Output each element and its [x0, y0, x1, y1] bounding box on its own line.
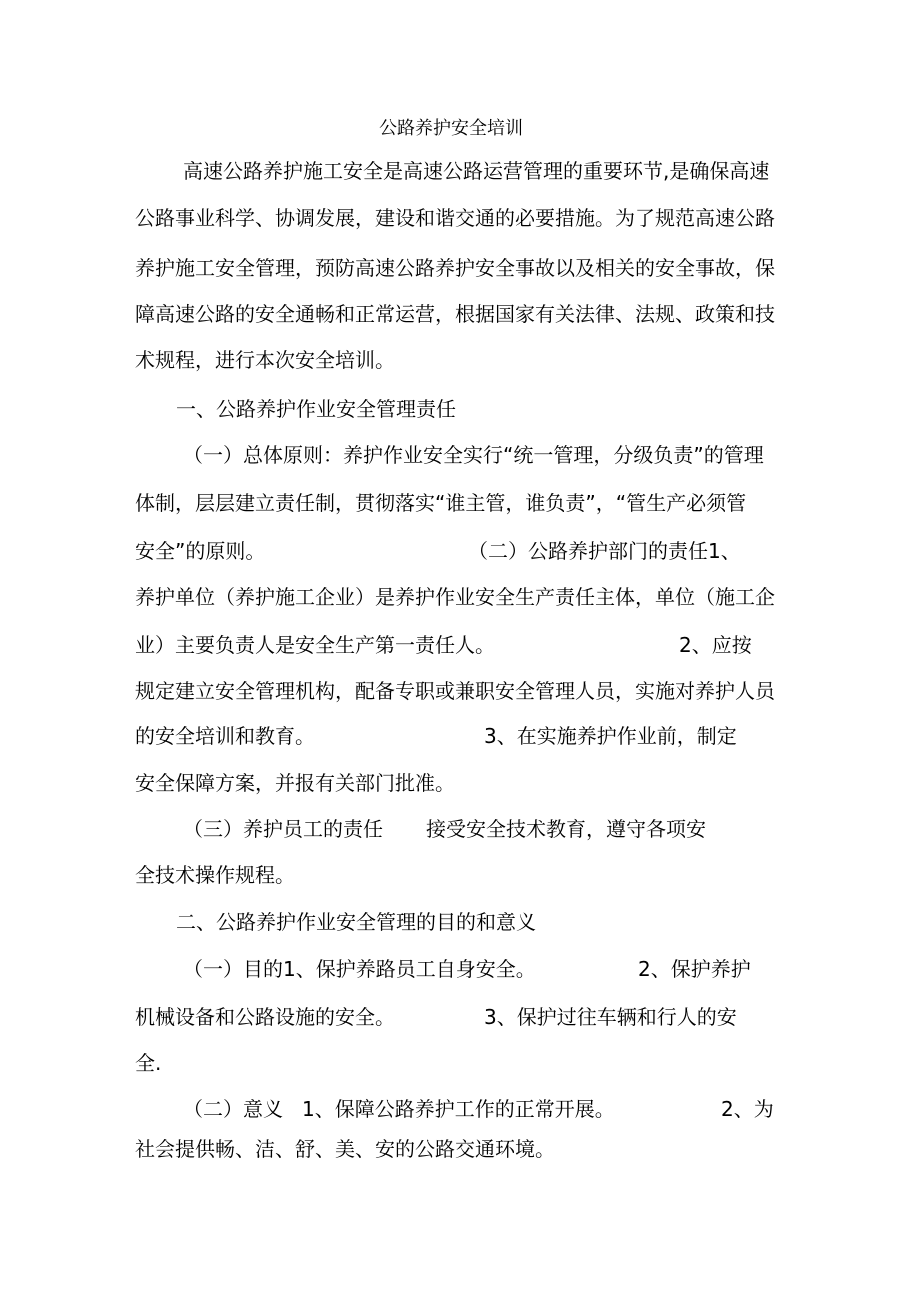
- paragraph-line: 体制，层层建立责任制，贯彻落实“谁主管，谁负责”，“管生产必须管: [135, 491, 747, 515]
- paragraph-line: （一）目的1、保护养路员工自身安全。: [183, 957, 536, 981]
- paragraph-line: 公路事业科学、协调发展，建设和谐交通的必要措施。为了规范高速公路: [135, 206, 775, 230]
- section-heading: 一、公路养护作业安全管理责任: [176, 397, 456, 421]
- paragraph-line: （二）意义: [183, 1097, 283, 1121]
- paragraph-line: 高速公路养护施工安全是高速公路运营管理的重要环节,是确保高速: [183, 159, 770, 183]
- paragraph-line: 2、应按: [679, 633, 752, 657]
- section-heading: 二、公路养护作业安全管理的目的和意义: [176, 910, 536, 934]
- paragraph-line: （三）养护员工的责任: [183, 817, 383, 841]
- paragraph-line: （一）总体原则：养护作业安全实行“统一管理，分级负责”的管理: [183, 443, 764, 467]
- paragraph-line: 全.: [135, 1051, 162, 1075]
- paragraph-line: 接受安全技术教育，遵守各项安: [426, 817, 706, 841]
- paragraph-line: 规定建立安全管理机构，配备专职或兼职安全管理人员，实施对养护人员: [135, 679, 775, 703]
- paragraph-line: 3、在实施养护作业前，制定: [484, 724, 737, 748]
- paragraph-line: 的安全培训和教育。: [135, 724, 315, 748]
- paragraph-line: 安全”的原则。: [135, 539, 266, 563]
- paragraph-line: 2、为: [721, 1097, 774, 1121]
- paragraph-line: 机械设备和公路设施的安全。: [135, 1005, 395, 1029]
- paragraph-line: 社会提供畅、洁、舒、美、安的公路交通环境。: [135, 1137, 555, 1161]
- paragraph-line: 全技术操作规程。: [135, 863, 295, 887]
- paragraph-line: （二）公路养护部门的责任1、: [468, 539, 741, 563]
- paragraph-line: 障高速公路的安全通畅和正常运营，根据国家有关法律、法规、政策和技: [135, 302, 775, 326]
- paragraph-line: 业）主要负责人是安全生产第一责任人。: [135, 633, 495, 657]
- document-title: 公路养护安全培训: [379, 118, 523, 139]
- paragraph-line: 3、保护过往车辆和行人的安: [484, 1005, 737, 1029]
- paragraph-line: 术规程，进行本次安全培训。: [135, 348, 395, 372]
- paragraph-line: 养护施工安全管理，预防高速公路养护安全事故以及相关的安全事故，保: [135, 256, 775, 280]
- paragraph-line: 养护单位（养护施工企业）是养护作业安全生产责任主体，单位（施工企: [135, 585, 775, 609]
- paragraph-line: 安全保障方案，并报有关部门批准。: [135, 771, 455, 795]
- paragraph-line: 2、保护养护: [638, 957, 751, 981]
- paragraph-line: 1、保障公路养护工作的正常开展。: [302, 1097, 615, 1121]
